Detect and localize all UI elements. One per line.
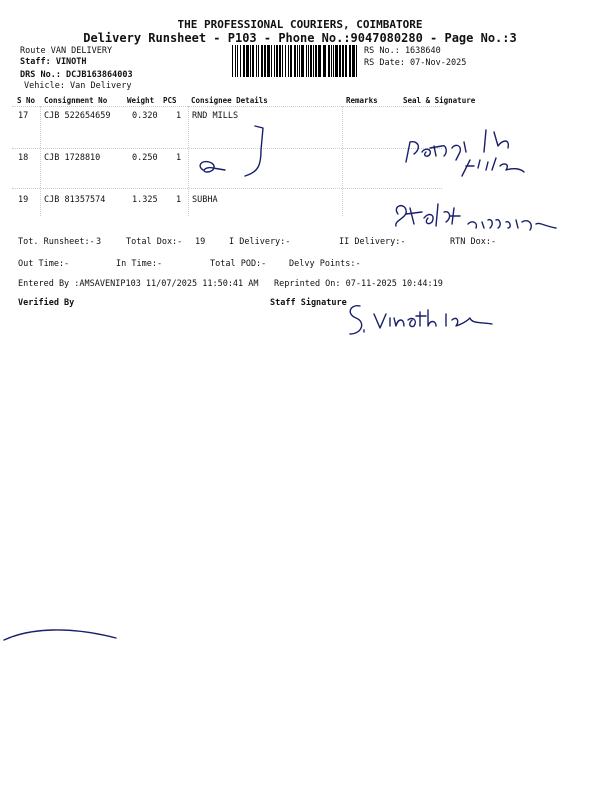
barcode-bar [349,45,351,77]
table-header-divider [12,106,442,107]
barcode-bar [352,45,355,77]
row18-sno: 18 [18,153,29,163]
barcode-bar [294,45,296,77]
col-header-sno: S No [17,96,36,105]
barcode-bar [328,45,330,77]
barcode-bar [232,45,233,77]
barcode-bar [274,45,275,77]
barcode-bar [345,45,347,77]
drs-number: DRS No.: DCJB163864003 [20,70,133,80]
handwritten-signature-row19 [388,194,568,236]
barcode-bar [342,45,344,77]
col-header-weight: Weight [127,96,155,105]
row18-weight: 0.250 [132,153,158,163]
row19-consignment: CJB 81357574 [44,195,106,205]
barcode-bar [279,45,281,77]
route-label: Route VAN DELIVERY [20,46,113,56]
row18-consignment: CJB 1728810 [44,153,101,163]
barcode-image [232,45,358,77]
barcode-bar [276,45,278,77]
barcode-bar [252,45,254,77]
table-col-divider [188,106,189,216]
barcode-bar [282,45,283,77]
barcode-bar [308,45,309,77]
barcode-bar [306,45,307,77]
barcode-bar [290,45,292,77]
row17-pcs: 1 [176,111,182,121]
barcode-bar [240,45,241,77]
barcode-bar [335,45,338,77]
barcode-bar [256,45,257,77]
in-time-label: In Time:- [116,259,163,269]
total-dox-label: Total Dox:- [126,237,183,247]
rtn-dox-label: RTN Dox:- [450,237,497,247]
barcode-bar [288,45,289,77]
ii-delivery-label: II Delivery:- [339,237,406,247]
row17-weight: 0.320 [132,111,158,121]
col-header-consignment: Consignment No [44,96,108,105]
rs-date: RS Date: 07-Nov-2025 [364,58,467,68]
company-title: THE PROFESSIONAL COURIERS, COIMBATORE [177,18,423,31]
barcode-bar [339,45,341,77]
tot-runsheet-value: 3 [96,237,102,247]
row18-pcs: 1 [176,153,182,163]
total-pod-label: Total POD:- [210,259,267,269]
stray-pen-mark [0,622,120,652]
barcode-bar [258,45,259,77]
row19-consignee: SUBHA [192,195,218,205]
table-col-divider [342,106,343,216]
barcode-bar [315,45,317,77]
barcode-bar [246,45,249,77]
barcode-bar [299,45,300,77]
entered-by: Entered By :AMSAVENIP103 11/07/2025 11:50:41 AM [18,279,259,289]
row19-weight: 1.325 [132,195,158,205]
barcode-bar [235,45,236,77]
tot-runsheet-label: Tot. Runsheet:- [18,237,95,247]
staff-label: Staff: VINOTH [20,57,87,67]
rs-number: RS No.: 1638640 [364,46,441,56]
col-header-consignee: Consignee Details [191,96,268,105]
barcode-bar [323,45,326,77]
barcode-bar [331,45,332,77]
vehicle-label: Vehicle: Van Delivery [24,81,132,91]
delvy-points-label: Delvy Points:- [289,259,361,269]
row19-pcs: 1 [176,195,182,205]
total-dox-value: 19 [195,237,206,247]
handwritten-mark-row18 [195,120,275,180]
row17-consignment: CJB 522654659 [44,111,111,121]
handwritten-signature-row17 [400,122,550,182]
barcode-bar [285,45,286,77]
barcode-bar [301,45,304,77]
verified-by-label: Verified By [18,298,75,308]
barcode-bar [333,45,334,77]
i-delivery-label: I Delivery:- [229,237,291,247]
col-header-seal-signature: Seal & Signature [403,96,476,105]
barcode-bar [264,45,266,77]
row19-sno: 19 [18,195,29,205]
barcode-bar [313,45,314,77]
barcode-bar [310,45,312,77]
staff-signature-handwritten [342,300,512,342]
col-header-remarks: Remarks [346,96,378,105]
table-col-divider [40,106,41,216]
out-time-label: Out Time:- [18,259,70,269]
staff-signature-label: Staff Signature [270,298,347,308]
barcode-bar [261,45,263,77]
runsheet-subtitle: Delivery Runsheet - P103 - Phone No.:9047080280 - Page No.:3 [83,31,517,45]
barcode-bar [318,45,321,77]
barcode-bar [356,45,357,77]
col-header-pcs: PCS [163,96,177,105]
barcode-bar [250,45,251,77]
barcode-bar [267,45,270,77]
row17-sno: 17 [18,111,29,121]
barcode-bar [243,45,245,77]
barcode-bar [271,45,272,77]
table-row-divider [12,188,442,189]
barcode-bar [297,45,298,77]
barcode-bar [237,45,238,77]
reprinted-on: Reprinted On: 07-11-2025 10:44:19 [274,279,443,289]
row17-consignee: RND MILLS [192,111,239,121]
